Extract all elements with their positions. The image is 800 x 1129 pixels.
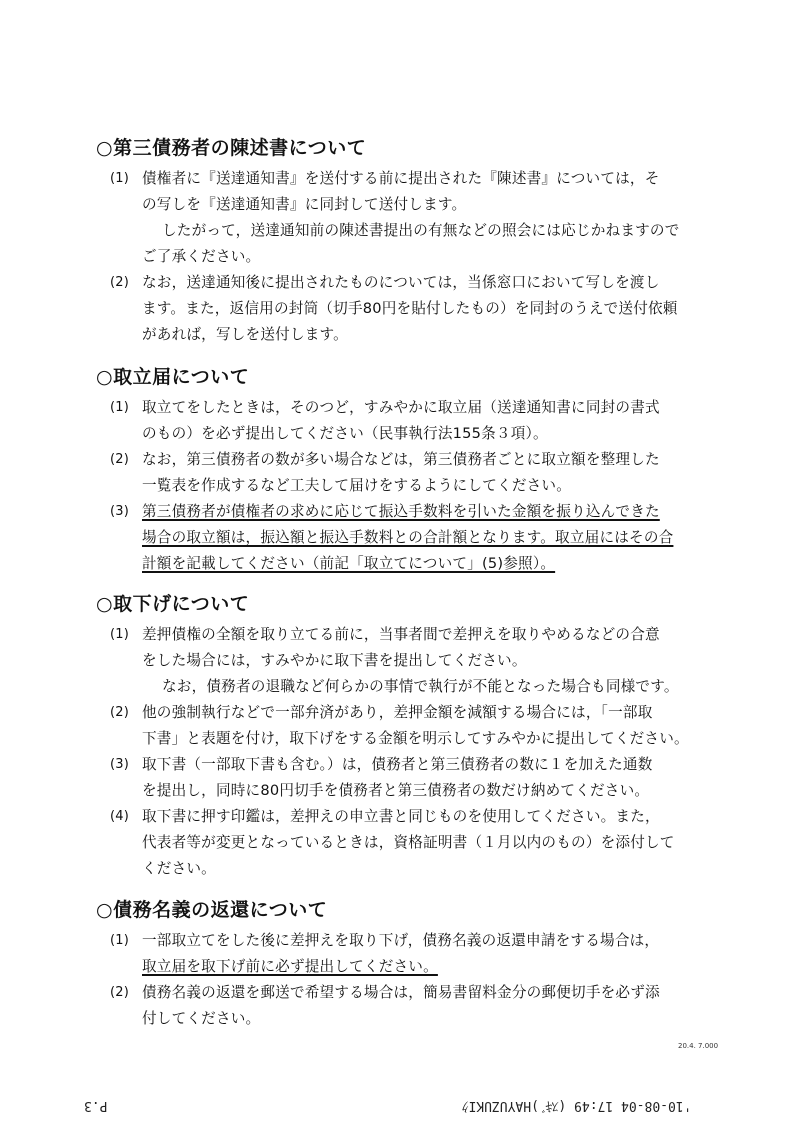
fax-page-number: P.3: [84, 1098, 108, 1113]
text-line: なお，送達通知後に提出されたものについては，当係窓口において写しを渡し: [142, 274, 660, 291]
form-code-stamp: 20.4. 7.000: [678, 1042, 719, 1050]
list-item: [96, 980, 736, 1032]
item-number: (2): [110, 275, 130, 290]
list-item: [96, 166, 736, 270]
text-line: の写しを『送達通知書』に同封して送付します。: [142, 196, 467, 213]
section-heading: ○第三債務者の陳述書について: [96, 137, 367, 159]
text-line: ご了承ください。: [142, 248, 261, 265]
text-line: をした場合には，すみやかに取下書を提出してください。: [142, 652, 527, 669]
list-item: [96, 447, 736, 499]
section-return-title: [96, 896, 736, 1032]
list-item: [96, 700, 736, 752]
text-line: 下書」と表題を付け，取下げをする金額を明示してすみやかに提出してください。: [142, 730, 689, 747]
text-line: 一覧表を作成するなど工夫して届けをするようにしてください。: [142, 477, 572, 494]
section-heading: ○取下げについて: [96, 593, 250, 615]
item-number: (2): [110, 985, 130, 1000]
list-item: [96, 499, 736, 577]
text-line: なお，第三債務者の数が多い場合などは，第三債務者ごとに取立額を整理した: [142, 451, 660, 468]
item-number: (2): [110, 705, 130, 720]
item-number: (1): [110, 933, 130, 948]
list-item: [96, 752, 736, 804]
text-line: のもの）を必ず提出してください（民事執行法155条３項）。: [142, 425, 548, 442]
section-withdrawal: [96, 590, 736, 882]
text-line: なお，債務者の退職など何らかの事情で執行が不能となった場合も同様です。: [162, 678, 679, 695]
list-item: [96, 395, 736, 447]
text-line: があれば，写しを送付します。: [142, 326, 348, 343]
underlined-line: 場合の取立額は，振込額と振込手数料との合計額となります。取立届にはその合: [142, 529, 674, 546]
text-line: 債権者に『送達通知書』を送付する前に提出された『陳述書』については，そ: [142, 170, 660, 187]
item-number: (1): [110, 171, 130, 186]
section-statement: [96, 134, 736, 348]
section-heading: ○債務名義の返還について: [96, 899, 328, 921]
item-number: (3): [110, 504, 130, 519]
fax-header-line: '10-08-04 17:49 (ｽｷﾞ)HAYUZUKIｸ: [462, 1098, 692, 1113]
list-item: [96, 622, 736, 700]
text-line: 差押債権の全額を取り立てる前に，当事者間で差押えを取りやめるなどの合意: [142, 626, 660, 643]
text-line: ます。また，返信用の封筒（切手80円を貼付したもの）を同封のうえで送付依頼: [142, 300, 678, 317]
text-line: 債務名義の返還を郵送で希望する場合は，簡易書留料金分の郵便切手を必ず添: [142, 984, 660, 1001]
text-line: 付してください。: [142, 1010, 261, 1027]
item-number: (1): [110, 627, 130, 642]
underlined-line: 第三債務者が債権者の求めに応じて振込手数料を引いた金額を振り込んできた: [142, 503, 660, 520]
underlined-line: 計額を記載してください（前記「取立てについて」(5)参照）。: [142, 555, 556, 572]
item-number: (2): [110, 452, 130, 467]
item-number: (3): [110, 757, 130, 772]
text-line: したがって，送達通知前の陳述書提出の有無などの照会には応じかねますので: [162, 222, 680, 239]
text-line: 取下書に押す印鑑は，差押えの申立書と同じものを使用してください。また，: [142, 808, 660, 825]
underlined-line: 取立届を取下げ前に必ず提出してください。: [142, 958, 438, 975]
text-line: ください。: [142, 860, 216, 877]
text-line: 一部取立てをした後に差押えを取り下げ，債務名義の返還申請をする場合は，: [142, 932, 660, 949]
text-line: 代表者等が変更となっているときは，資格証明書（１月以内のもの）を添付して: [142, 834, 675, 851]
item-number: (1): [110, 400, 130, 415]
section-heading: ○取立届について: [96, 366, 250, 388]
section-collection-report: [96, 363, 736, 577]
text-line: 取下書（一部取下書も含む。）は，債務者と第三債務者の数に１を加えた通数: [142, 756, 653, 773]
text-line: を提出し，同時に80円切手を債務者と第三債務者の数だけ納めてください。: [142, 782, 650, 799]
text-line: 他の強制執行などで一部弁済があり，差押金額を減額する場合には，「一部取: [142, 704, 653, 721]
list-item: [96, 928, 736, 980]
item-number: (4): [110, 809, 130, 824]
list-item: [96, 270, 736, 348]
text-line: 取立てをしたときは，そのつど，すみやかに取立届（送達通知書に同封の書式: [142, 399, 660, 416]
list-item: [96, 804, 736, 882]
